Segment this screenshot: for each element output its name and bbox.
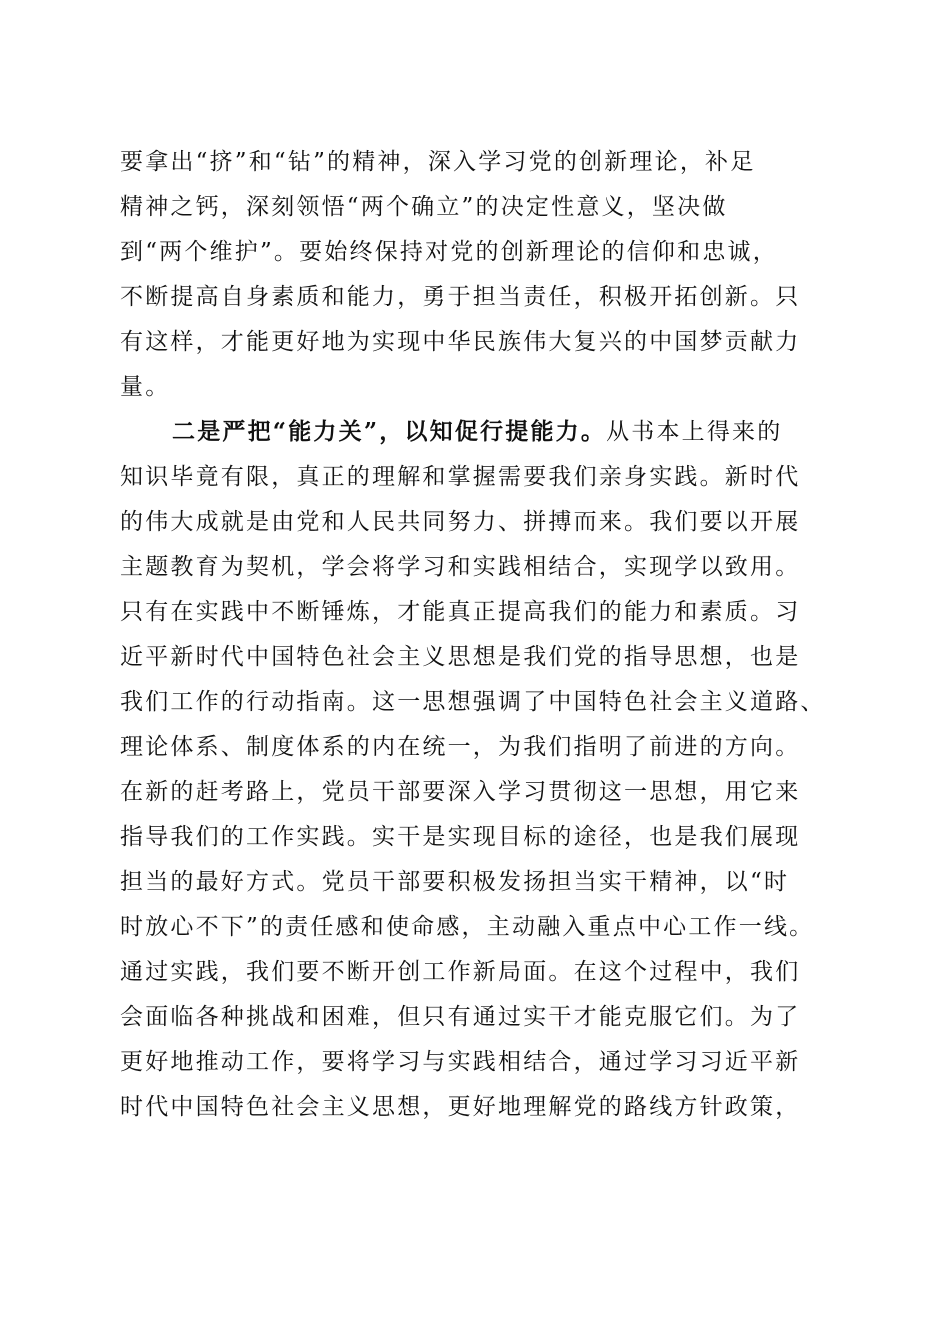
text-line: 的伟大成就是由党和人民共同努力、拼搏而来。我们要以开展 (120, 509, 801, 535)
text-line: 更好地推动工作，要将学习与实践相结合，通过学习习近平新 (120, 1049, 801, 1075)
text-line: 主题教育为契机，学会将学习和实践相结合，实现学以致用。 (120, 554, 801, 580)
paragraph-heading: 二是严把“能力关”，以知促行提能力。 (172, 418, 607, 445)
text-line: 近平新时代中国特色社会主义思想是我们党的指导思想，也是 (120, 644, 801, 670)
text-line: 我们工作的行动指南。这一思想强调了中国特色社会主义道路、 (120, 689, 826, 715)
text-line: 有这样，才能更好地为实现中华民族伟大复兴的中国梦贡献力 (120, 329, 801, 355)
text-line: 精神之钙，深刻领悟“两个确立”的决定性意义，坚决做 (120, 194, 728, 220)
text-line: 要拿出“挤”和“钻”的精神，深入学习党的创新理论，补足 (120, 149, 756, 175)
text-line: 担当的最好方式。党员干部要积极发扬担当实干精神，以“时 (120, 869, 790, 895)
text-line: 量。 (120, 374, 171, 400)
text-line: 知识毕竟有限，真正的理解和掌握需要我们亲身实践。新时代 (120, 464, 801, 490)
text-line: 通过实践，我们要不断开创工作新局面。在这个过程中，我们 (120, 959, 801, 985)
text-line: 指导我们的工作实践。实干是实现目标的途径，也是我们展现 (120, 824, 801, 850)
text-line: 到“两个维护”。要始终保持对党的创新理论的信仰和忠诚， (120, 239, 778, 265)
text-line: 在新的赶考路上，党员干部要深入学习贯彻这一思想，用它来 (120, 779, 801, 805)
text-line: 时代中国特色社会主义思想，更好地理解党的路线方针政策， (120, 1094, 801, 1120)
text-span: 从书本上得来的 (606, 419, 783, 445)
text-line: 理论体系、制度体系的内在统一，为我们指明了前进的方向。 (120, 734, 801, 760)
text-line: 时放心不下”的责任感和使命感，主动融入重点中心工作一线。 (120, 914, 815, 940)
text-line: 只有在实践中不断锤炼，才能真正提高我们的能力和素质。习 (120, 599, 801, 625)
text-line (172, 417, 892, 447)
text-line: 会面临各种挑战和困难，但只有通过实干才能克服它们。为了 (120, 1004, 801, 1030)
text-line: 不断提高自身素质和能力，勇于担当责任，积极开拓创新。只 (120, 284, 801, 310)
